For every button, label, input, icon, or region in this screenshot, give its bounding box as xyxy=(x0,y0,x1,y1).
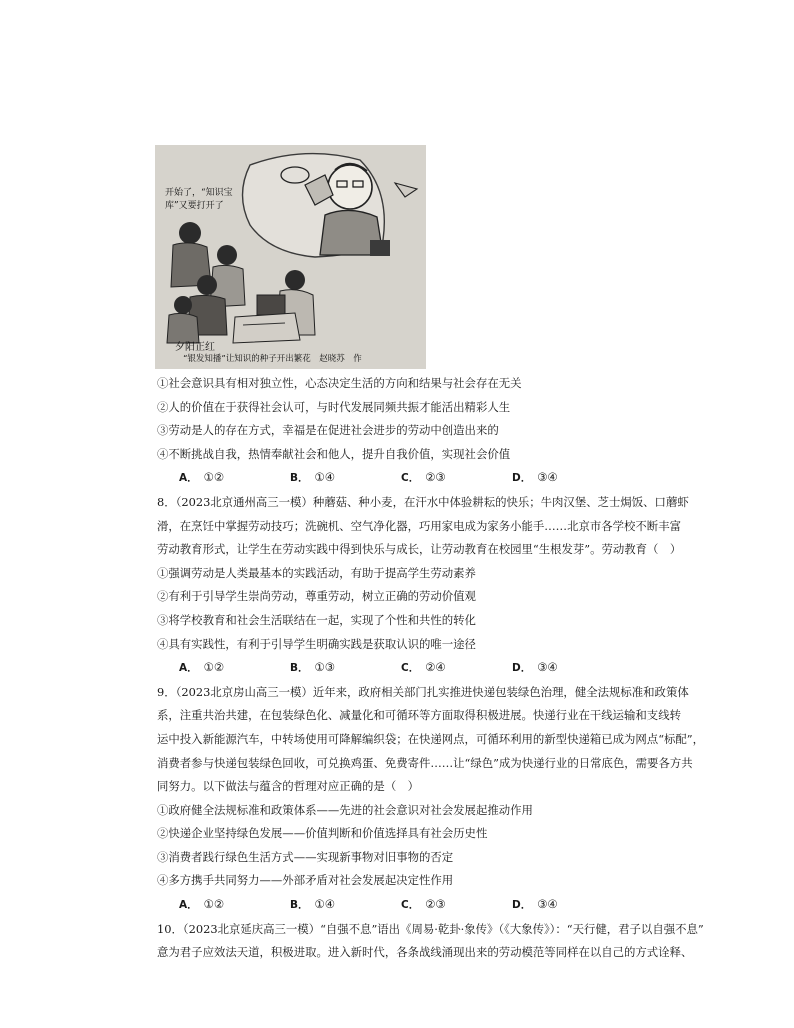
exam-content xyxy=(157,372,717,965)
option-d[interactable]: D． ③④ xyxy=(512,660,558,675)
statement-3: ③消费者践行绿色生活方式——实现新事物对旧事物的否定 xyxy=(157,849,454,864)
question-9 xyxy=(157,681,717,918)
statement-2: ②有利于引导学生崇尚劳动，尊重劳动，树立正确的劳动价值观 xyxy=(157,589,476,604)
option-a[interactable]: A． ①② xyxy=(179,897,225,912)
option-b[interactable]: B． ①③ xyxy=(290,660,335,675)
question-stem-line: 10．（2023北京延庆高三一模）“自强不息”语出《周易·乾卦·象传》（《大象传》）：“天行健，君子以自强不息” xyxy=(157,921,704,936)
cartoon-drawing xyxy=(155,145,426,369)
statement-3: ③将学校教育和社会生活联结在一起，实现了个性和共性的转化 xyxy=(157,612,476,627)
option-a[interactable]: A． ①② xyxy=(179,470,225,485)
question-stem-line: 同努力。以下做法与蕴含的哲理对应正确的是（ ） xyxy=(157,779,419,794)
option-c[interactable]: C． ②③ xyxy=(401,897,446,912)
statement-1: ①强调劳动是人类最基本的实践活动，有助于提高学生劳动素养 xyxy=(157,565,476,580)
option-a[interactable]: A． ①② xyxy=(179,660,225,675)
cartoon-caption-top: 开始了，“知识宝库”又要打开了 xyxy=(165,188,233,211)
question-stem-line: 运中投入新能源汽车，中转场使用可降解编织袋；在快递网点，可循环利用的新型快递箱已成为网点“标配”， xyxy=(157,731,705,746)
answer-options xyxy=(157,893,717,918)
answer-options xyxy=(157,656,717,681)
question-7 xyxy=(157,372,717,491)
answer-options xyxy=(157,466,717,491)
option-b[interactable]: B． ①④ xyxy=(290,470,335,485)
statement-2: ②人的价值在于获得社会认可，与时代发展同频共振才能活出精彩人生 xyxy=(157,399,511,414)
question-stem-line: 劳动教育形式，让学生在劳动实践中得到快乐与成长，让劳动教育在校园里“生根发芽”。劳动教育（ ） xyxy=(157,542,682,557)
cartoon-illustration xyxy=(155,145,426,369)
option-d[interactable]: D． ③④ xyxy=(512,897,558,912)
statement-4: ④不断挑战自我，热情奉献社会和他人，提升自我价值，实现社会价值 xyxy=(157,446,511,461)
statement-1: ①社会意识具有相对独立性，心态决定生活的方向和结果与社会存在无关 xyxy=(157,376,522,390)
question-8 xyxy=(157,491,717,681)
option-c[interactable]: C． ②④ xyxy=(401,660,446,675)
statement-2: ②快递企业坚持绿色发展——价值判断和价值选择具有社会历史性 xyxy=(157,826,488,841)
statement-4: ④具有实践性，有利于引导学生明确实践是获取认识的唯一途径 xyxy=(157,636,476,651)
question-stem-line: 系，注重共治共建，在包装绿色化、减量化和可循环等方面取得积极进展。快递行业在干线运输和支线转 xyxy=(157,708,681,723)
option-c[interactable]: C． ②③ xyxy=(401,470,446,485)
statement-1: ①政府健全法规标准和政策体系——先进的社会意识对社会发展起推动作用 xyxy=(157,802,533,817)
question-stem-line: 8．（2023北京通州高三一模）种蘑菇、种小麦，在汗水中体验耕耘的快乐；牛肉汉堡、芝士焗饭、口蘑虾 xyxy=(157,494,689,509)
statement-3: ③劳动是人的存在方式，幸福是在促进社会进步的劳动中创造出来的 xyxy=(157,423,499,438)
cartoon-sign: 夕阳正红 xyxy=(175,342,215,353)
question-stem-line: 9．（2023北京房山高三一模）近年来，政府相关部门扎实推进快递包装绿色治理，健全法规标准和政策体 xyxy=(157,684,689,699)
question-stem-line: 消费者参与快递包装绿色回收，可兑换鸡蛋、免费寄件……让“绿色”成为快递行业的日常底色，需要各方共 xyxy=(157,755,693,770)
option-d[interactable]: D． ③④ xyxy=(512,470,558,485)
question-stem-line: 滑，在烹饪中掌握劳动技巧；洗碗机、空气净化器，巧用家电成为家务小能手……北京市各学校不断丰富 xyxy=(157,518,681,533)
option-b[interactable]: B． ①④ xyxy=(290,897,335,912)
question-stem-line: 意为君子应效法天道，积极进取。进入新时代，各条战线涌现出来的劳动模范等同样在以自己的方式诠释、 xyxy=(157,945,693,960)
question-10 xyxy=(157,918,717,965)
cartoon-caption-bottom: “银发知播”让知识的种子开出繁花 赵晓苏 作 xyxy=(183,354,362,364)
statement-4: ④多方携手共同努力——外部矛盾对社会发展起决定性作用 xyxy=(157,873,454,888)
